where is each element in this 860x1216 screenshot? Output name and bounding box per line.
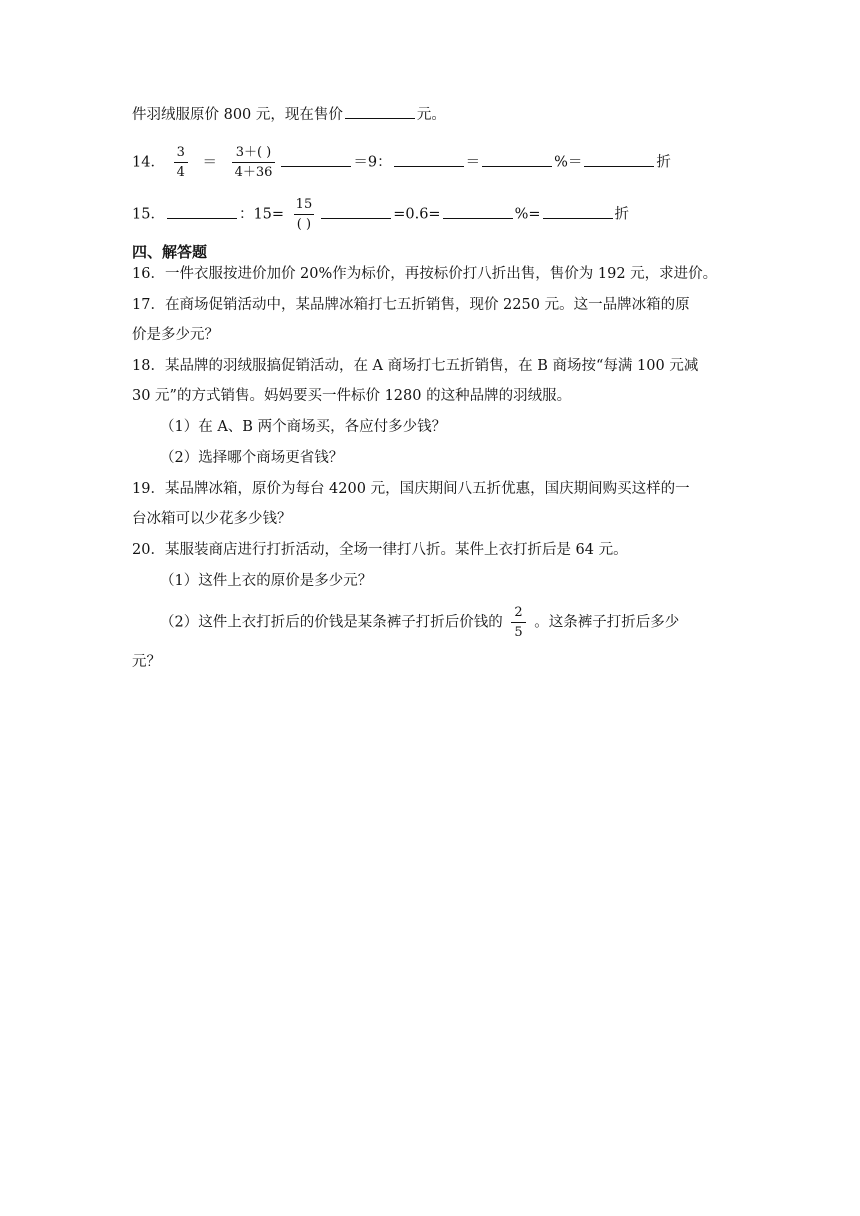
q13-tail-text: 件羽绒服原价 800 元，现在售价 bbox=[132, 107, 343, 123]
question-18-line2: 30 元”的方式销售。妈妈要买一件标价 1280 的这种品牌的羽绒服。 bbox=[132, 388, 572, 404]
numerator: 3＋( ) bbox=[235, 145, 272, 160]
q14-text: ＝ bbox=[465, 154, 481, 171]
numerator: 15 bbox=[295, 197, 313, 212]
answer-blank[interactable] bbox=[482, 152, 552, 167]
denominator: 4＋36 bbox=[232, 162, 276, 181]
question-16: 16．一件衣服按进价加价 20%作为标价，再按标价打八折出售，售价为 192 元，求进价。 bbox=[132, 266, 718, 282]
question-17-line2: 价是多少元？ bbox=[132, 327, 219, 343]
fraction-expression bbox=[232, 144, 276, 181]
numerator: 2 bbox=[514, 605, 523, 620]
q15-text: =0.6= bbox=[393, 206, 441, 223]
question-19-line1: 19．某品牌冰箱，原价为每台 4200 元，国庆期间八五折优惠，国庆期间购买这样的一 bbox=[132, 481, 690, 497]
question-number: 15． bbox=[132, 206, 165, 223]
question-20-sub2-line2: 元？ bbox=[132, 654, 161, 670]
answer-blank[interactable] bbox=[281, 152, 351, 167]
question-17-line1: 17．在商场促销活动中，某品牌冰箱打七五折销售，现价 2250 元。这一品牌冰箱的原 bbox=[132, 297, 690, 313]
question-20-sub1: （1）这件上衣的原价是多少元？ bbox=[160, 573, 373, 589]
section-heading: 四、解答题 bbox=[132, 243, 208, 261]
question-14 bbox=[132, 144, 671, 181]
q20-sub2-text: （2）这件上衣打折后的价钱是某条裤子打折后价钱的 bbox=[160, 614, 503, 631]
denominator: 5 bbox=[511, 622, 525, 641]
answer-blank[interactable] bbox=[543, 204, 613, 219]
denominator: 4 bbox=[174, 162, 188, 181]
question-18-line1: 18．某品牌的羽绒服搞促销活动，在 A 商场打七五折销售，在 B 商场按“每满 100 元减 bbox=[132, 358, 699, 374]
fraction-2-5 bbox=[511, 604, 525, 641]
q13-tail bbox=[132, 104, 446, 125]
question-20-sub2 bbox=[160, 604, 679, 641]
question-20-line1: 20．某服装商店进行打折活动，全场一律打八折。某件上衣打折后是 64 元。 bbox=[132, 542, 628, 558]
answer-blank[interactable] bbox=[167, 204, 237, 219]
q20-sub2-text: 。这条裤子打折后多少 bbox=[534, 614, 680, 631]
q14-text: 折 bbox=[656, 154, 671, 171]
q15-text: 折 bbox=[614, 206, 630, 223]
fraction-15-blank bbox=[293, 196, 316, 233]
question-18-sub1: （1）在 A、B 两个商场买，各应付多少钱？ bbox=[160, 419, 447, 435]
q13-tail-unit: 元。 bbox=[416, 107, 446, 123]
answer-blank[interactable] bbox=[394, 152, 464, 167]
q14-text: ＝9： bbox=[353, 154, 392, 171]
question-18-sub2: （2）选择哪个商场更省钱？ bbox=[160, 450, 344, 466]
denominator: ( ) bbox=[294, 214, 314, 233]
fraction-3-4 bbox=[174, 144, 188, 181]
answer-blank[interactable] bbox=[321, 204, 391, 219]
answer-blank[interactable] bbox=[345, 104, 415, 119]
question-19-line2: 台冰箱可以少花多少钱？ bbox=[132, 511, 292, 527]
equals-sign: ＝ bbox=[202, 154, 217, 171]
question-15 bbox=[132, 196, 629, 233]
q15-text: ：15= bbox=[238, 206, 285, 223]
question-number: 14． bbox=[132, 154, 165, 171]
answer-blank[interactable] bbox=[584, 152, 654, 167]
answer-blank[interactable] bbox=[443, 204, 513, 219]
q15-text: %= bbox=[514, 206, 541, 223]
numerator: 3 bbox=[176, 145, 185, 160]
q14-text: %＝ bbox=[554, 154, 583, 171]
